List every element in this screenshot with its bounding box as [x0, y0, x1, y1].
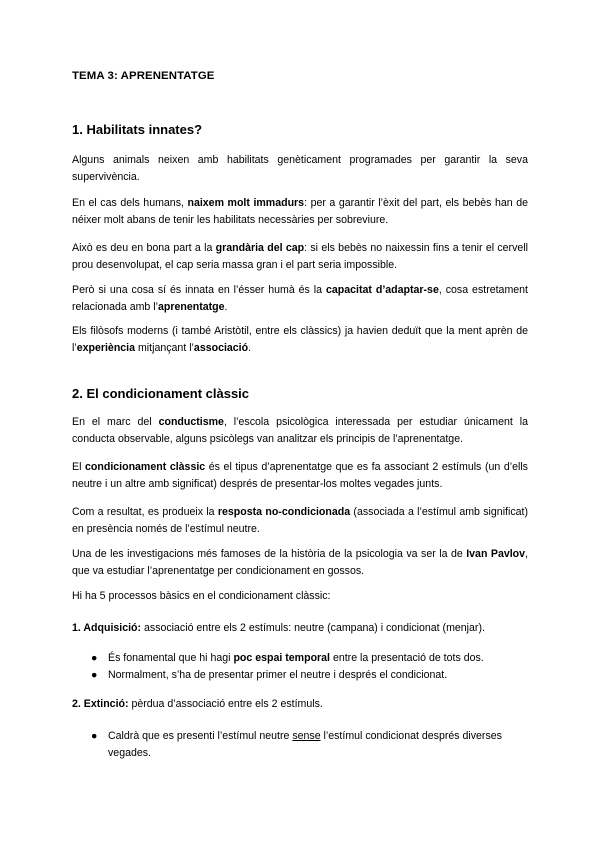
bullet-icon: ● [91, 652, 98, 664]
s1-paragraph-4: Però si una cosa sí és innata en l’ésser humà és la capacitat d’adaptar-se, cosa estretament relacionada amb l’aprenentatge. [72, 284, 528, 313]
section-2-heading: 2. El condicionament clàssic [72, 386, 250, 401]
section-1-heading: 1. Habilitats innates? [72, 122, 203, 137]
bullet-icon: ● [91, 669, 98, 681]
process-1-adquisicio: 1. Adquisició: associació entre els 2 estímuls: neutre (campana) i condicionat (menjar). [72, 622, 485, 634]
s2-paragraph-2: El condicionament clàssic és el tipus d’aprenentatge que es fa associant 2 estímuls (un d’ells neutre i un altre amb significat) després de presentar-los moltes vegades junts. [72, 461, 528, 490]
s1-paragraph-5: Els filòsofs moderns (i també Aristòtil, entre els clàssics) ja havien deduït que la ment aprèn de l’experiència mitjançant l’associació. [72, 325, 528, 354]
s2-paragraph-5: Hi ha 5 processos bàsics en el condicionament clàssic: [72, 590, 331, 602]
s2-paragraph-1: En el marc del conductisme, l’escola psicològica interessada per estudiar únicament la conducta observable, alguns psicòlegs van analitzar els principis de l’aprenentatge. [72, 416, 528, 445]
process-1-bullet-list [72, 650, 528, 684]
s2-paragraph-4: Una de les investigacions més famoses de la història de la psicologia va ser la de Ivan Pavlov, que va estudiar l’aprenentatge per condicionament en gossos. [72, 548, 529, 577]
page-title: TEMA 3: APRENENTATGE [72, 70, 215, 82]
s1-paragraph-1: Alguns animals neixen amb habilitats genèticament programades per garantir la seva supervivència. [72, 154, 528, 183]
list-item: ● Normalment, s’ha de presentar primer el neutre i després el condicionat. [72, 667, 528, 684]
list-item: ● Caldrà que es presenti l’estímul neutre sense l’estímul condicionat després diverses vegades. [91, 730, 502, 759]
list-item: ● És fonamental que hi hagi poc espai temporal entre la presentació de tots dos. [72, 650, 528, 667]
process-2-bullet-list [72, 728, 528, 762]
s1-paragraph-3: Això es deu en bona part a la grandària del cap: si els bebès no naixessin fins a tenir el cervell prou desenvolupat, el cap seria massa gran i el part seria impossible. [72, 242, 528, 271]
s2-paragraph-3: Com a resultat, es produeix la resposta no-condicionada (associada a l’estímul amb significat) en presència només de l’estímul neutre. [72, 506, 529, 535]
s1-paragraph-2: En el cas dels humans, naixem molt immadurs: per a garantir l’èxit del part, els bebès han de néixer molt abans de tenir les habilitats necessàries per sobreviure. [72, 197, 528, 226]
bullet-icon: ● [91, 730, 98, 742]
process-2-extincio: 2. Extinció: pèrdua d’associació entre els 2 estímuls. [72, 698, 323, 710]
